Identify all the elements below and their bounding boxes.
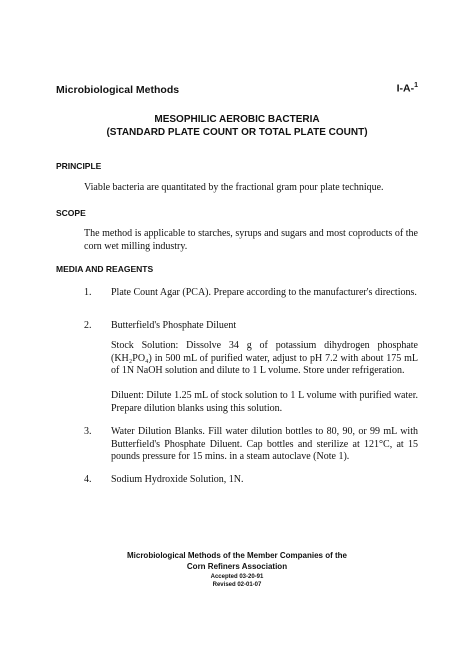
- principle-text: Viable bacteria are quantitated by the fractional gram pour plate technique.: [84, 182, 384, 193]
- scope-text: The method is applicable to starches, syrups and sugars and most coproducts of the corn wet milling industry.: [84, 228, 418, 252]
- list-item-butterfields-diluent: Butterfield's Phosphate Diluent: [111, 320, 237, 331]
- section-heading-scope: SCOPE: [56, 208, 86, 218]
- list-item-plate-count-agar: Plate Count Agar (PCA). Prepare according to the manufacturer's directions.: [111, 287, 417, 298]
- list-item-number: 4.: [84, 474, 92, 485]
- footer-revised-date: Revised 02-01-07: [212, 582, 262, 588]
- diluent-text: Diluent: Dilute 1.25 mL of stock solution to 1 L volume with purified water. Prepare dilution blanks using this solution.: [111, 390, 418, 414]
- list-item-number: 2.: [84, 320, 92, 331]
- method-code: I-A-: [396, 82, 415, 95]
- header-left-title: Microbiological Methods: [56, 84, 180, 96]
- list-item-number: 3.: [84, 426, 92, 437]
- section-heading-media-reagents: MEDIA AND REAGENTS: [56, 264, 154, 274]
- method-number: [397, 82, 418, 95]
- footer-line-1: Microbiological Methods of the Member Companies of the: [126, 551, 347, 560]
- stock-solution-text: Stock Solution: Dissolve 34 g of potassium dihydrogen phosphate (KH₂PO₄) in 500 mL of purified water, adjust to pH 7.2 with about 175 mL of 1N NaOH solution and dilute to 1 L volume. Store under refrigeration.: [111, 340, 418, 376]
- document-subtitle: (STANDARD PLATE COUNT OR TOTAL PLATE COUNT): [106, 127, 368, 138]
- list-item-number: 1.: [84, 287, 92, 298]
- list-item-water-dilution-blanks: Water Dilution Blanks. Fill water dilution bottles to 80, 90, or 99 mL with Butterfield's Phosphate Diluent. Cap bottles and sterilize at 121°C, at 15 pounds pressure for 15 mins. in a steam autoclave (Note 1).: [111, 426, 418, 462]
- section-heading-principle: PRINCIPLE: [56, 161, 102, 171]
- method-superscript: 1: [414, 82, 418, 89]
- document-title: MESOPHILIC AEROBIC BACTERIA: [154, 114, 320, 125]
- footer-accepted-date: Accepted 03-20-91: [210, 574, 264, 580]
- footer-line-2: Corn Refiners Association: [186, 562, 288, 571]
- list-item-sodium-hydroxide: Sodium Hydroxide Solution, 1N.: [111, 474, 244, 485]
